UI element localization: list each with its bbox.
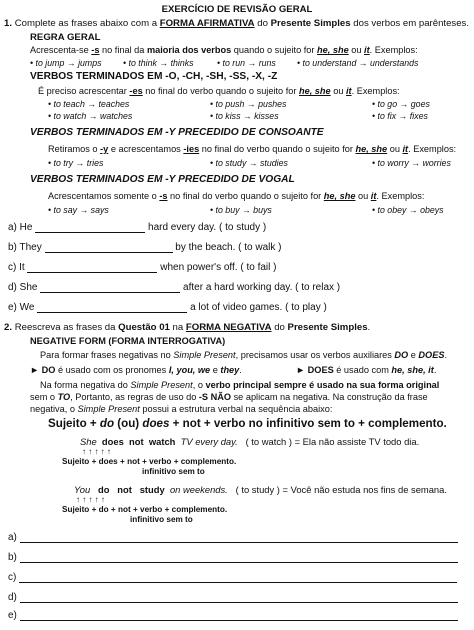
formula-text: does: [142, 417, 170, 430]
example-1-structure: Sujeito + does + not + verbo + complemento.: [62, 457, 237, 466]
rule-text: . Exemplos:: [369, 45, 418, 55]
q2-text: .: [367, 322, 371, 333]
section-heading-y-consoante: VERBOS TERMINADOS EM -Y PRECEDIDO DE CONSOANTE: [30, 127, 324, 138]
rule-text: ou: [348, 45, 365, 55]
q2-text: Presente Simples: [287, 322, 368, 333]
section-yv-example: • to buy → buys: [210, 205, 272, 215]
expl-text: , Portanto, as regras de uso do: [70, 392, 199, 402]
rule-suffix: -s: [159, 191, 168, 201]
example-item: to jump → jumps: [35, 58, 102, 68]
example-item: to kiss → kisses: [215, 111, 279, 121]
q1-text-d: Presente Simples: [270, 18, 351, 29]
answer-line-b: [8, 552, 458, 563]
rule-text: Acrescenta-se: [30, 45, 92, 55]
regra-geral-example: • to run → runs: [217, 58, 276, 68]
negative-explanation-line2: [30, 392, 428, 402]
example-word: study: [139, 484, 165, 495]
example-item: to watch → watches: [53, 111, 133, 121]
rule-pronouns: he, she: [298, 86, 331, 96]
section-o-example: • to push → pushes: [210, 99, 287, 109]
section-yc-rule: [48, 144, 456, 154]
section-heading-o-ch: VERBOS TERMINADOS EM -O, -CH, -SH, -SS, -X, -Z: [30, 71, 278, 82]
item-text: after a hard working day. ( to relax ): [183, 282, 341, 293]
rule-text: no final do verbo quando o sujeito for: [199, 144, 356, 154]
answer-label: c): [8, 572, 17, 583]
example-translation: = Ela não assiste TV todo dia.: [294, 436, 420, 447]
answer-blank[interactable]: [19, 573, 457, 583]
section-yv-example: • to obey → obeys: [372, 205, 444, 215]
example-word: She: [80, 436, 97, 447]
intro-text: Simple Present: [173, 350, 236, 360]
expl-text: Simple Present: [77, 404, 140, 414]
does-text: DOES: [307, 365, 334, 375]
example-word: not: [129, 436, 144, 447]
example-item: to run → runs: [222, 58, 276, 68]
example-translation: = Você não estuda nos fins de semana.: [282, 484, 447, 495]
example-item: to think → thinks: [128, 58, 194, 68]
do-text: é usado com os pronomes: [55, 365, 169, 375]
formula-text: do: [99, 417, 115, 430]
rule-text: . Exemplos:: [408, 144, 457, 154]
example-word: You: [74, 484, 91, 495]
section-o-example: • to kiss → kisses: [210, 111, 279, 121]
rule-pronoun-it: it: [402, 144, 409, 154]
example-1-sentence: [80, 436, 419, 447]
answer-blank[interactable]: [20, 553, 458, 563]
page-title: EXERCÍCIO DE REVISÃO GERAL: [161, 4, 313, 15]
expl-text: Na forma negativa do: [40, 380, 131, 390]
intro-text: DOES: [418, 350, 445, 360]
expl-text: sem o: [30, 392, 58, 402]
item-text: hard every day. ( to study ): [148, 222, 267, 233]
section-yc-example: • to try → tries: [48, 158, 104, 168]
example-item: to teach → teaches: [53, 99, 130, 109]
answer-line-c: [8, 572, 457, 583]
rule-pronoun-it: it: [370, 191, 377, 201]
rule-suffix: -s: [91, 45, 100, 55]
answer-label: b): [8, 552, 17, 563]
rule-pronoun-it: it: [364, 45, 370, 55]
item-label: c) It: [8, 262, 25, 273]
example-2-arrows: ↑ ↑ ↑ ↑ ↑: [76, 495, 105, 504]
q1-item-b: [8, 242, 281, 253]
rule-pronoun-it: it: [345, 86, 352, 96]
intro-text: , precisamos usar os verbos auxiliares: [235, 350, 395, 360]
intro-text: DO: [394, 350, 409, 360]
q1-item-d: [8, 282, 340, 293]
section-o-example: • to fix → fixes: [372, 111, 428, 121]
example-word: do: [98, 484, 110, 495]
example-item: to study → studies: [215, 158, 288, 168]
question-2-prompt: [4, 322, 370, 333]
do-text: .: [239, 365, 242, 375]
expl-text: possui a estrutura verbal na sequência abaixo:: [139, 404, 333, 414]
example-item: to buy → buys: [215, 205, 272, 215]
section-o-example: • to go → goes: [372, 99, 430, 109]
q1-item-e: [8, 302, 327, 313]
do-text: they: [220, 365, 240, 375]
example-2-structure: Sujeito + do + not + verbo + complemento.: [62, 505, 228, 514]
q1-item-c: [8, 262, 276, 273]
example-hint: ( to watch ): [245, 436, 292, 447]
negative-explanation-line1: [40, 380, 439, 390]
example-word: on weekends.: [169, 484, 228, 495]
does-usage: [296, 365, 436, 375]
section-yv-rule: [48, 191, 424, 201]
rule-suffix: -y: [100, 144, 109, 154]
example-word: not: [117, 484, 132, 495]
item-label: b) They: [8, 242, 42, 253]
rule-text: Acrescentamos somente o: [48, 191, 160, 201]
section-yc-example: • to worry → worries: [372, 158, 451, 168]
bullet: ►: [30, 365, 42, 375]
example-item: to say → says: [53, 205, 109, 215]
answer-line-d: [8, 592, 458, 603]
answer-line-a: [8, 532, 458, 543]
negative-formula: [48, 417, 447, 430]
regra-geral-example: • to think → thinks: [123, 58, 194, 68]
intro-text: .: [444, 350, 448, 360]
item-label: e) We: [8, 302, 35, 313]
example-item: to push → pushes: [215, 99, 287, 109]
regra-geral-heading: REGRA GERAL: [30, 32, 101, 43]
q2-text: Reescreva as frases da: [14, 322, 119, 333]
example-word: TV every day.: [180, 436, 238, 447]
rule-text: ou: [387, 144, 403, 154]
q1-text-a: Complete as frases abaixo com a: [14, 18, 160, 29]
regra-geral-example: • to understand → understands: [297, 58, 419, 68]
expl-text: -S NÃO: [198, 392, 232, 402]
example-word: does: [101, 436, 124, 447]
negative-form-intro: [40, 350, 447, 360]
formula-text: (ou): [114, 417, 143, 430]
section-o-example: • to watch → watches: [48, 111, 133, 121]
negative-form-heading: NEGATIVE FORM (FORMA INTERROGATIVA): [30, 336, 226, 346]
rule-emphasis: maioria dos verbos: [146, 45, 232, 55]
formula-text: Sujeito +: [48, 417, 100, 430]
answer-line-e: [8, 610, 458, 621]
item-text: a lot of video games. ( to play ): [190, 302, 327, 313]
rule-text: e acrescentamos: [108, 144, 184, 154]
rule-pronouns: he, she: [355, 144, 388, 154]
answer-blank[interactable]: [27, 263, 157, 273]
do-text: DO: [41, 365, 56, 375]
rule-text: Retiramos o: [48, 144, 101, 154]
expl-text: se aplicam na negativa. Na construção da frase: [231, 392, 428, 402]
answer-label: d): [8, 592, 17, 603]
example-1-structure-sub: infinitivo sem to: [142, 467, 205, 476]
example-word: watch: [148, 436, 176, 447]
question-number: 1.: [4, 18, 13, 29]
q2-text: FORMA NEGATIVA: [185, 322, 272, 333]
example-item: to obey → obeys: [377, 205, 444, 215]
q2-text: na: [169, 322, 186, 333]
q1-text-e: dos verbos em parênteses.: [350, 18, 469, 29]
item-label: a) He: [8, 222, 33, 233]
question-1-prompt: [4, 18, 469, 29]
section-yv-example: • to say → says: [48, 205, 109, 215]
rule-text: É preciso acrescentar: [38, 86, 130, 96]
rule-text: no final do verbo quando o sujeito for: [142, 86, 299, 96]
answer-blank[interactable]: [20, 593, 458, 603]
does-text: .: [433, 365, 437, 375]
example-item: to go → goes: [377, 99, 430, 109]
example-2-sentence: [74, 484, 447, 495]
answer-blank[interactable]: [20, 611, 458, 621]
formula-text: + not + verbo no infinitivo sem to + complemento.: [169, 417, 447, 430]
expl-text: Simple Present: [130, 380, 193, 390]
answer-blank[interactable]: [37, 303, 187, 313]
item-text: by the beach. ( to walk ): [175, 242, 282, 253]
item-text: when power's off. ( to fail ): [160, 262, 277, 273]
example-hint: ( to study ): [235, 484, 280, 495]
answer-blank[interactable]: [20, 533, 458, 543]
answer-label: e): [8, 610, 17, 621]
question-number: 2.: [4, 322, 13, 333]
q1-item-a: [8, 222, 266, 233]
q2-text: do: [271, 322, 288, 333]
answer-blank[interactable]: [45, 243, 173, 253]
rule-suffix: -es: [129, 86, 143, 96]
does-text: he, she, it: [391, 365, 434, 375]
bullet: ►: [296, 365, 308, 375]
item-label: d) She: [8, 282, 38, 293]
example-item: to try → tries: [53, 158, 104, 168]
rule-text: no final da: [99, 45, 147, 55]
q1-text-b: FORMA AFIRMATIVA: [159, 18, 255, 29]
regra-geral-rule: [30, 45, 418, 55]
q1-text-c: do: [254, 18, 271, 29]
intro-text: Para formar frases negativas no: [40, 350, 174, 360]
negative-explanation-line3: [30, 404, 332, 414]
intro-text: e: [408, 350, 419, 360]
rule-text: quando o sujeito for: [231, 45, 318, 55]
do-usage: [30, 365, 242, 375]
do-text: I, you, we: [168, 365, 211, 375]
example-item: to understand → understands: [302, 58, 419, 68]
section-o-example: • to teach → teaches: [48, 99, 130, 109]
example-2-structure-sub: infinitivo sem to: [130, 515, 193, 524]
example-item: to worry → worries: [377, 158, 451, 168]
expl-text: negativa, o: [30, 404, 78, 414]
q2-text: Questão 01: [118, 322, 170, 333]
expl-text: TO: [57, 392, 71, 402]
rule-text: ou: [355, 191, 371, 201]
section-o-rule: [38, 86, 400, 96]
does-text: é usado com: [333, 365, 392, 375]
rule-suffix: -ies: [183, 144, 200, 154]
expl-text: verbo principal sempre é usado na sua forma original: [205, 380, 440, 390]
rule-pronouns: he, she: [317, 45, 349, 55]
section-yc-example: • to study → studies: [210, 158, 288, 168]
do-text: e: [210, 365, 221, 375]
rule-text: . Exemplos:: [351, 86, 400, 96]
answer-label: a): [8, 532, 17, 543]
expl-text: , o: [192, 380, 206, 390]
example-1-arrows: ↑ ↑ ↑ ↑ ↑: [82, 447, 111, 456]
answer-blank[interactable]: [35, 223, 145, 233]
rule-text: ou: [330, 86, 346, 96]
section-heading-y-vogal: VERBOS TERMINADOS EM -Y PRECEDIDO DE VOGAL: [30, 174, 295, 185]
rule-text: . Exemplos:: [376, 191, 425, 201]
rule-pronouns: he, she: [323, 191, 356, 201]
answer-blank[interactable]: [40, 283, 180, 293]
regra-geral-example: • to jump → jumps: [30, 58, 102, 68]
rule-text: no final do verbo quando o sujeito for: [167, 191, 324, 201]
example-item: to fix → fixes: [377, 111, 428, 121]
